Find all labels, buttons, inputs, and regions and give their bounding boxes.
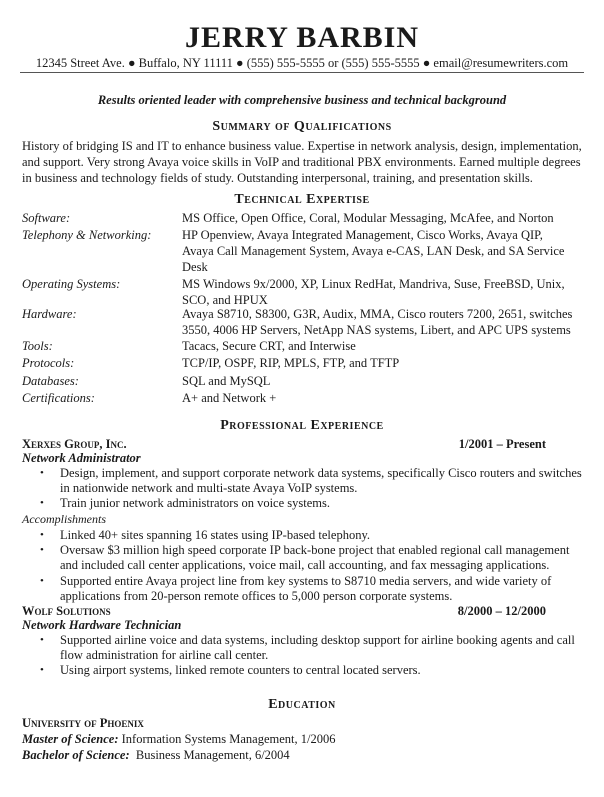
degree-item [22,747,290,763]
skill-line: SCO, and HPUX [182,293,268,307]
accomplishment-item [60,528,595,543]
skill-line: 3550, 4006 HP Servers, NetApp NAS systems, Libert, and APC UPS systems [182,323,571,337]
skill-line: Avaya Call Management System, Avaya e-CAS, LAN Desk, and SA Service [182,244,565,258]
degree-label: Master of Science: [22,732,119,746]
summary-heading: Summary of Qualifications [212,119,392,134]
degree-value: Business Management, 6/2004 [129,748,290,762]
duty-line: Train junior network administrators on voice systems. [60,496,330,510]
summary-text [22,138,592,186]
skill-line: TCP/IP, OSPF, RIP, MPLS, FTP, and TFTP [182,356,400,370]
company-name: Wolf Solutions [22,604,111,618]
bullet-icon: • [40,634,44,646]
skill-value-certifications [182,390,592,406]
degree-value: Information Systems Management, 1/2006 [118,732,336,746]
skill-value-hardware [182,306,592,338]
skill-label-tools: Tools: [22,339,53,353]
skill-label-databases: Databases: [22,374,79,388]
bullet-icon: • [40,664,44,676]
job-dates: 1/2001 – Present [458,437,546,451]
duty-line: Using airport systems, linked remote counters to central located servers. [60,663,421,677]
duty-line: Design, implement, and support corporate network data systems, specifically Cisco routers and switches [60,466,582,480]
summary-line: and support. Very strong Avaya voice skills in VoIP and traditional PBX environments. Earned multiple degrees [22,155,581,169]
skill-line: Avaya S8710, S8300, G3R, Audix, MMA, Cisco routers 7200, 2651, switches [182,307,573,321]
bullet-icon: • [40,529,44,541]
skill-label-software: Software: [22,211,71,225]
degree-label: Bachelor of Science: [22,748,130,762]
candidate-name: JERRY BARBIN [184,21,420,54]
skill-line: A+ and Network + [182,391,277,405]
accomplishment-line: applications from 20-person remote offices to 5,000 person corporate systems. [60,589,453,603]
accomplishment-line: Supported entire Avaya project line from key systems to S8710 media servers, and wide variety of [60,574,552,588]
skill-value-telephony [182,227,592,275]
degree-item [22,731,336,747]
skill-value-tools [182,338,592,354]
bullet-icon: • [40,575,44,587]
experience-heading: Professional Experience [220,418,384,433]
skill-value-os [182,276,592,308]
skill-label-os: Operating Systems: [22,277,121,291]
summary-line: History of bridging IS and IT to enhance business value. Expertise in network analysis, design, implementation, [22,139,582,153]
accomplishment-line: Oversaw $3 million high speed corporate IP back-bone project that enabled regional call management [60,543,570,557]
bullet-icon: • [40,544,44,556]
tagline: Results oriented leader with comprehensive business and technical background [97,93,507,107]
skill-value-protocols [182,355,592,371]
summary-line: in business and technology fields of study. Outstanding interpersonal, training, and presentation skills. [22,171,533,185]
contact-info: 12345 Street Ave. ● Buffalo, NY 11111 ● (555) 555-5555 or (555) 555-5555 ● email@resumewriters.com [35,56,569,70]
bullet-icon: • [40,467,44,479]
skill-line: MS Office, Open Office, Coral, Modular Messaging, McAfee, and Norton [182,211,554,225]
job-title: Network Hardware Technician [22,618,182,632]
skill-line: SQL and MySQL [182,374,271,388]
accomplishment-line: and included call center applications, voice mail, call accounting, and fax messaging applications. [60,558,550,572]
duty-item [60,663,595,678]
job-dates: 8/2000 – 12/2000 [457,604,546,618]
duty-line: flow administration for airline call center. [60,648,269,662]
skill-line: HP Openview, Avaya Integrated Management, Cisco Works, Avaya QIP, [182,228,543,242]
education-heading: Education [268,697,336,712]
skill-line: MS Windows 9x/2000, XP, Linux RedHat, Mandriva, Suse, FreeBSD, Unix, [182,277,565,291]
skill-value-software [182,210,592,226]
job-title: Network Administrator [22,451,141,465]
accomplishments-label: Accomplishments [22,512,106,526]
duty-item [60,633,595,663]
skill-label-certifications: Certifications: [22,391,95,405]
accomplishment-item [60,574,595,604]
skill-line: Tacacs, Secure CRT, and Interwise [182,339,356,353]
duty-item [60,466,595,496]
skill-label-hardware: Hardware: [22,307,77,321]
skill-line: Desk [182,260,208,274]
skill-value-databases [182,373,592,389]
duty-item [60,496,595,511]
company-name: Xerxes Group, Inc. [22,437,127,451]
technical-heading: Technical Expertise [234,192,370,207]
skill-label-telephony: Telephony & Networking: [22,228,152,242]
school-name: University of Phoenix [22,716,144,730]
bullet-icon: • [40,497,44,509]
accomplishment-line: Linked 40+ sites spanning 16 states using IP-based telephony. [60,528,371,542]
accomplishment-item [60,543,595,573]
skill-label-protocols: Protocols: [22,356,75,370]
duty-line: in nationwide network and multi-state Avaya VoIP systems. [60,481,358,495]
header-divider [20,72,584,73]
duty-line: Supported airline voice and data systems, including desktop support for airline booking agents and call [60,633,575,647]
